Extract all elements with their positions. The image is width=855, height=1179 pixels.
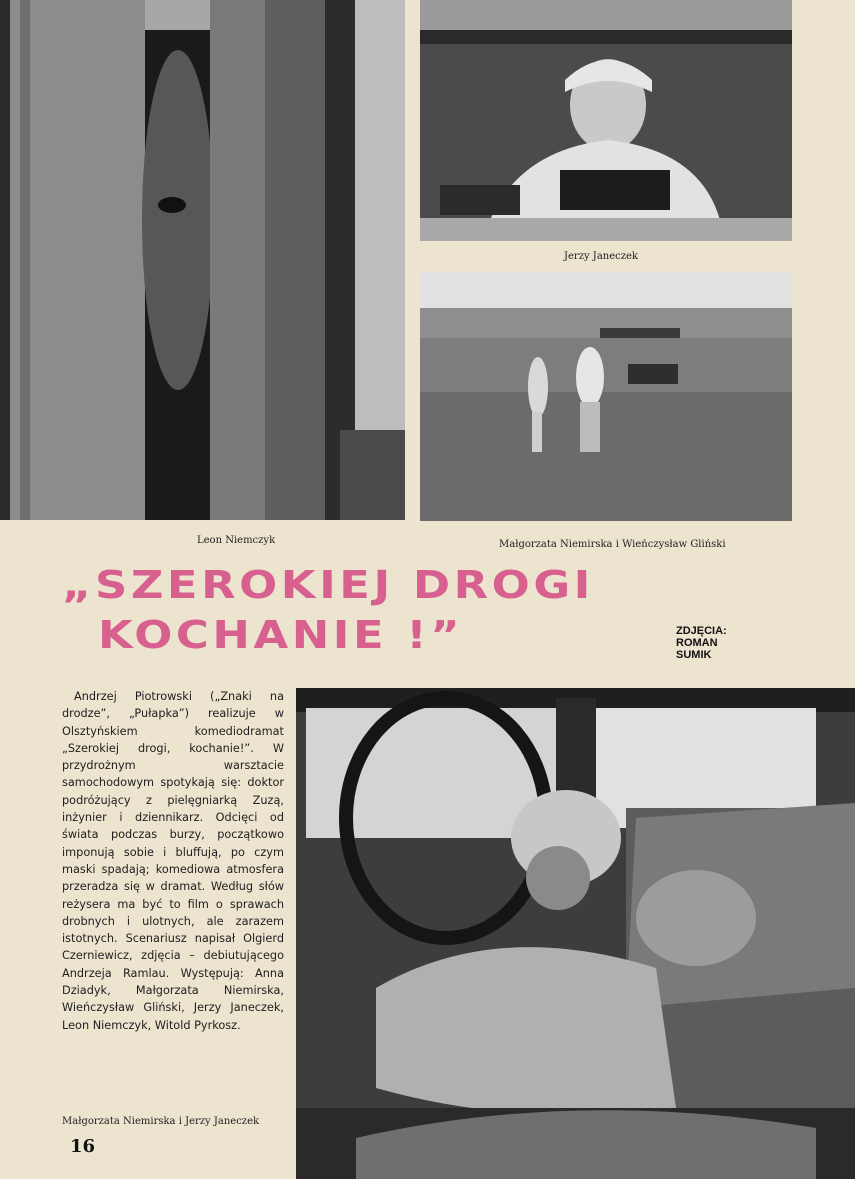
caption-malgorzata-wienczyslaw: Małgorzata Niemirska i Wieńczysław Gliński: [499, 539, 726, 550]
photo-car-interior: [296, 688, 855, 1179]
photo-jerzy-janeczek: [420, 0, 792, 241]
headline-line-1: „SZEROKIEJ DROGI: [62, 563, 594, 607]
caption-jerzy-janeczek: Jerzy Janeczek: [564, 251, 638, 262]
photo-leon-niemczyk: [0, 0, 405, 520]
headline-line-2: KOCHANIE !”: [98, 613, 464, 657]
article-body: Andrzej Piotrowski („Znaki na drodze”, „Pułapka”) realizuje w Olsztyńskiem komediodramat „Szerokiej drogi, kochanie!”. W przydrożnym warsztacie samochodowym spotykają się: doktor podróżujący z pielęgniarką Zuzą, inżynier i dziennikarz. Odcięci od świata podczas burzy, początkowo imponują sobie i bluffują, po czym maski spadają; komediowa atmosfera przeradza się w dramat. Według słów reżysera ma być to film o sprawach drobnych i ulotnych, ale zarazem istotnych. Scenariusz napisał Olgierd Czerniewicz, zdjęcia – debiutującego Andrzeja Ramlau. Występują: Anna Dziadyk, Małgorzata Niemirska, Wieńczysław Gliński, Jerzy Janeczek, Leon Niemczyk, Witold Pyrkosz.: [62, 690, 284, 1032]
caption-bottom: Małgorzata Niemirska i Jerzy Janeczek: [62, 1116, 260, 1127]
credits-line-1: ZDJĘCIA:: [676, 625, 727, 637]
photo-field-couple: [420, 272, 792, 521]
page-number: 16: [70, 1136, 96, 1157]
credits-line-3: SUMIK: [676, 649, 712, 661]
photo-credits: [676, 625, 727, 661]
credits-line-2: ROMAN: [676, 637, 718, 649]
caption-leon-niemczyk: Leon Niemczyk: [197, 535, 276, 546]
